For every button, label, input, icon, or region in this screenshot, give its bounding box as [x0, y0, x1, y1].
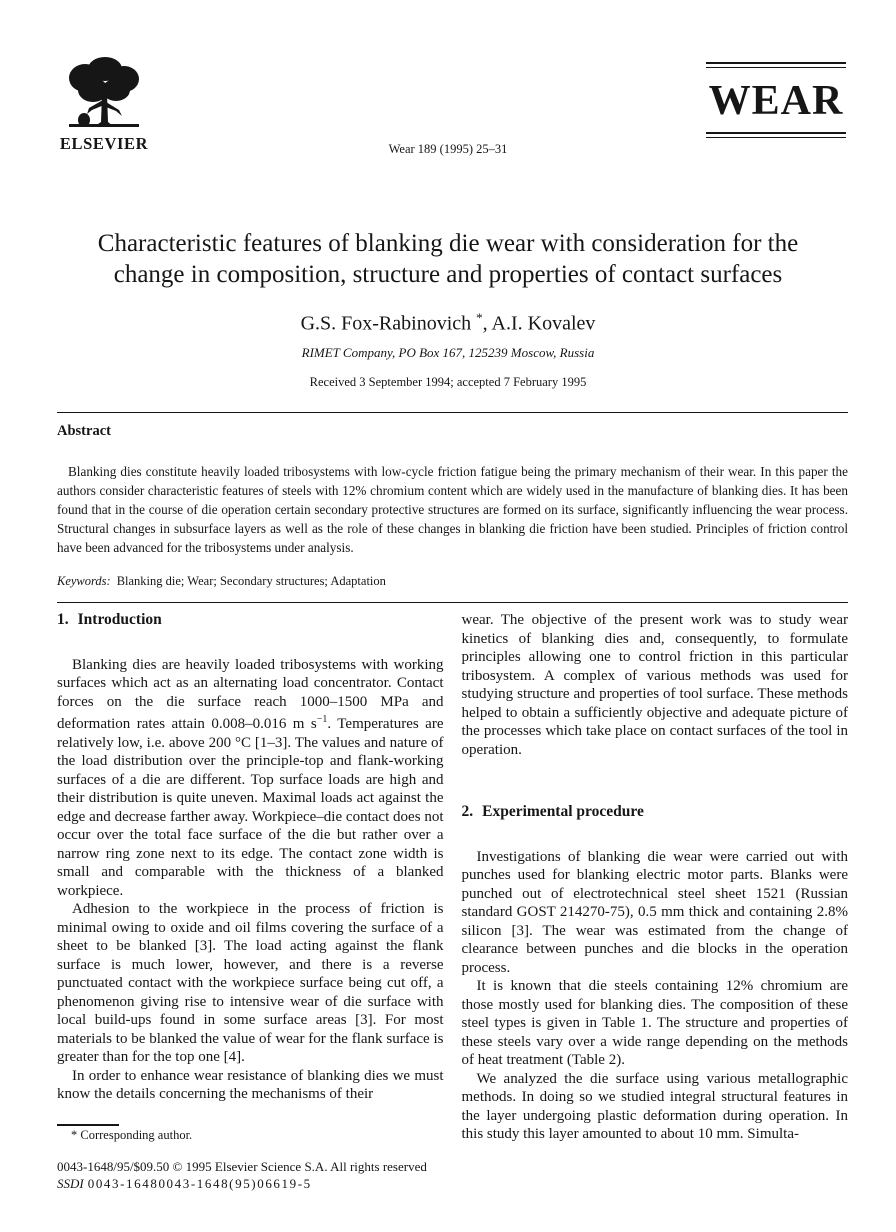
keywords-label: Keywords: — [57, 574, 111, 588]
affiliation: RIMET Company, PO Box 167, 125239 Moscow, Russia — [301, 344, 595, 360]
copyright-line: 0043-1648/95/$09.50 © 1995 Elsevier Science S.A. All rights reserved — [57, 1159, 427, 1174]
intro-p1-part-a: Blanking dies are heavily loaded tribosystems with working surfaces which act as an alternating load concentrator. Contact forces on the die surface reach 1000–1500 MPa and deformation rates attain 0.008–0.016 m s — [57, 656, 444, 732]
section-heading-introduction — [57, 611, 444, 630]
author-1: G.S. Fox-Rabinovich — [300, 312, 477, 335]
abstract-section — [57, 412, 848, 603]
logotype-rule-bottom — [706, 132, 846, 138]
intro-p1-part-b: . Temperatures are relatively low, i.e. above 200 °C [1–3]. The values and nature of the load distribution over the principle-top and flank-working surfaces of a die are different. Top surface loads are high and their distribution is quite uneven. Maximal loads act against the edge and decrease farther away. Workpiece–die contact does not occur over the total face surface of the die but rather over a narrow ring zone next to its edge. The contact zone width is small and comparable with the thickness of a blanked workpiece. — [57, 716, 444, 899]
section-heading-experimental — [462, 803, 849, 822]
intro-paragraph-2: Adhesion to the workpiece in the process of friction is minimal owing to oxide and oil films covering the surface of a sheet to be blanked [3]. The load acting against the flank surface is much lower, however, and there is a reverse punctuated contact with the workpiece surface being cut off, a phenomenon giving rise to intensive wear of die surface with local build-ups found in some surface areas [3]. For most materials to be blanked the value of wear for the flank surface is greater than for the top one [4]. — [57, 901, 444, 1065]
experimental-paragraph-2: It is known that die steels containing 12% chromium are those mostly used for blanking dies. The composition of these steel types is given in Table 1. The structure and properties of these steels vary over a wide range depending on the methods of heat treatment (Table 2). — [461, 978, 848, 1068]
page-footer — [57, 1158, 427, 1192]
journal-logotype: WEAR — [708, 78, 844, 124]
intro-paragraph-3-continued: wear. The objective of the present work was to study wear kinetics of blanking dies and, consequently, to formulate principles allowing one to control friction in this particular tribosystem. A complex of various methods was used for studying structure and properties of tool surface. These methods helped to obtain a sufficiently objective and adequate picture of the processes which take place on contact surfaces of the tool in operation. — [461, 612, 848, 758]
corresponding-author-asterisk: * — [476, 310, 483, 325]
keywords-text: Blanking die; Wear; Secondary structures; Adaptation — [116, 574, 386, 588]
page-header — [0, 0, 896, 170]
publisher-logo-block — [58, 56, 150, 154]
elsevier-tree-icon — [58, 56, 150, 132]
journal-citation: Wear 189 (1995) 25–31 — [388, 142, 508, 156]
title-block — [0, 228, 896, 390]
ssdi-line — [57, 1175, 427, 1192]
experimental-paragraph-1: Investigations of blanking die wear were carried out with punches used for blanking electric motor parts. Blanks were punched out of electrotechnical steel sheet 1521 (Russian standard GOST 214270-75), 0.5 mm thick and containing 2.8% silicon [3]. The wear was estimated from the change of clearance between punches and die blocks in the operation process. — [461, 848, 848, 976]
logotype-rule-top — [706, 62, 846, 68]
article-title-line-2: change in composition, structure and properties of contact surfaces — [113, 261, 783, 288]
article-body — [57, 611, 848, 1144]
footnote-block — [57, 1124, 444, 1145]
abstract-heading: Abstract — [57, 423, 111, 439]
ssdi-label: SSDI — [57, 1176, 84, 1191]
intro-p1-superscript: −1 — [316, 714, 328, 725]
section-number: 2. — [461, 803, 474, 820]
section-title: Experimental procedure — [482, 803, 644, 820]
abstract-rule-top — [57, 412, 848, 413]
corresponding-author-note: * Corresponding author. — [71, 1127, 193, 1142]
article-title-line-1: Characteristic features of blanking die wear with consideration for the — [97, 230, 799, 257]
intro-paragraph-1 — [57, 656, 444, 901]
left-column — [57, 611, 444, 1144]
section-title: Introduction — [77, 611, 162, 628]
authors-line — [0, 310, 896, 336]
section-number: 1. — [57, 611, 69, 628]
author-2: , A.I. Kovalev — [482, 312, 596, 335]
keywords-line — [57, 574, 848, 589]
publisher-name: ELSEVIER — [59, 134, 149, 153]
right-column — [462, 611, 849, 1144]
abstract-rule-bottom — [57, 602, 848, 603]
intro-paragraph-3: In order to enhance wear resistance of blanking dies we must know the details concerning the mechanisms of their — [57, 1067, 444, 1102]
received-dates: Received 3 September 1994; accepted 7 February 1995 — [309, 374, 587, 389]
ssdi-number: 0043-16480043-1648(95)06619-5 — [87, 1176, 312, 1191]
abstract-text: Blanking dies constitute heavily loaded tribosystems with low-cycle friction fatigue being the primary mechanism of their wear. In this paper the authors consider characteristic features of steels with 12% chromium content which are widely used in the manufacture of blanking dies. It has been found that in the course of die operation certain secondary protective structures are formed on its surface, significantly influencing the wear process. Structural changes in subsurface layers as well as the role of these changes in blanking die friction have been studied. Principles of friction control have been advanced for the tribosystems under analysis. — [57, 464, 848, 555]
experimental-paragraph-3: We analyzed the die surface using various metallographic methods. In doing so we studied integral structural features in the layer undergoing plastic deformation during operation. In this study this layer amounted to about 10 mm. Simulta- — [461, 1070, 848, 1142]
journal-logotype-block — [706, 62, 846, 138]
